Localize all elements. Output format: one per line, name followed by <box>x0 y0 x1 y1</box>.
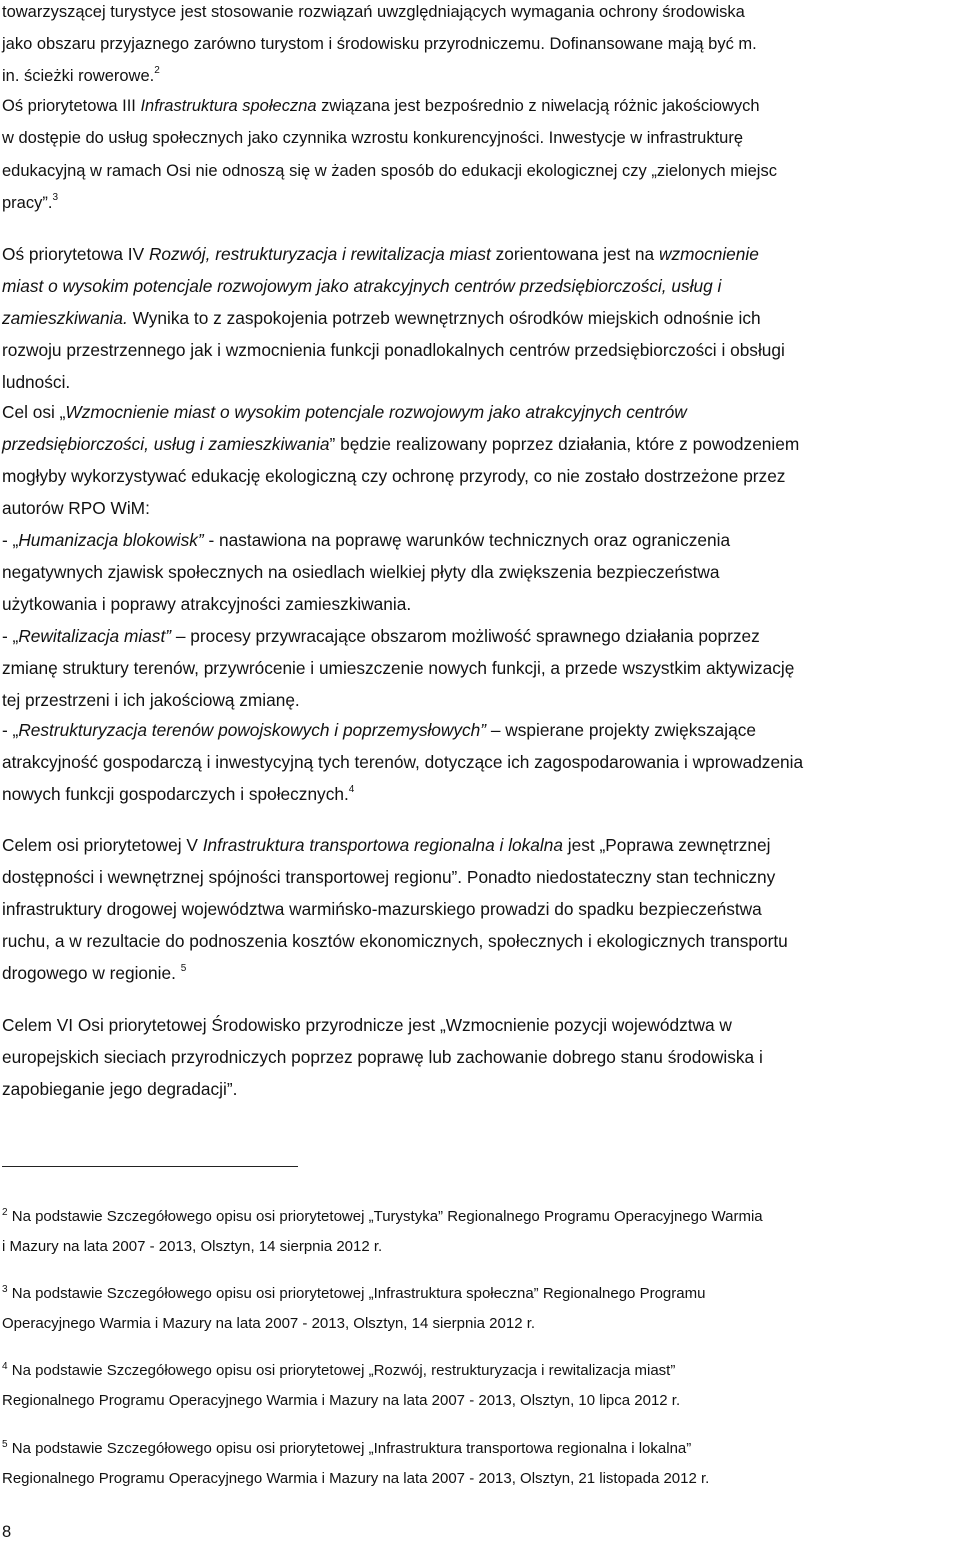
footnote-ref-3[interactable]: 3 <box>52 192 58 203</box>
paragraph-2-line-2: w dostępie do usług społecznych jako czynnika wzrostu konkurencyjności. Inwestycje w infrastrukturę <box>2 129 744 147</box>
paragraph-5-line-3: infrastruktury drogowej województwa warmińsko-mazurskiego prowadzi do spadku bezpieczeństwa <box>2 899 762 919</box>
paragraph-6-line-2: europejskich sieciach przyrodniczych poprzez poprawę lub zachowanie dobrego stanu środowiska i <box>2 1047 763 1067</box>
italic-text: miast o wysokim potencjale rozwojowym jako atrakcyjnych centrów przedsiębiorczości, usług i <box>2 276 722 296</box>
text: pracy”. <box>2 194 53 212</box>
text: Na podstawie Szczegółowego opisu osi priorytetowej „Turystyka” Regionalnego Programu Operacyjnego Warmia <box>7 1208 763 1225</box>
paragraph-4-line-4: autorów RPO WiM: <box>2 498 150 518</box>
text: - „ <box>2 530 19 550</box>
bullet-1-line-2: negatywnych zjawisk społecznych na osiedlach wielkiej płyty dla zwiększenia bezpieczeństwa <box>2 562 720 582</box>
text: nowych funkcji gospodarczych i społecznych. <box>2 784 349 804</box>
text: - nastawiona na poprawę warunków technicznych oraz ograniczenia <box>203 530 731 550</box>
bullet-2-line-3: tej przestrzeni i ich jakościową zmianę. <box>2 690 300 710</box>
paragraph-3-line-1 <box>2 244 759 264</box>
paragraph-1-line-2: jako obszaru przyjaznego zarówno turystom i środowisku przyrodniczemu. Dofinansowane mają być m. <box>2 35 757 53</box>
italic-term: Infrastruktura społeczna <box>140 97 317 115</box>
paragraph-2-line-4 <box>2 193 58 216</box>
bullet-3-line-2: atrakcyjność gospodarczą i inwestycyjną tych terenów, dotyczące ich zagospodarowania i wprowadzenia <box>2 752 804 772</box>
italic-term: Restrukturyzacja terenów powojskowych i poprzemysłowych” <box>18 720 487 740</box>
bullet-1-line-1 <box>2 530 730 550</box>
italic-text: przedsiębiorczości, usług i zamieszkiwania <box>2 434 330 454</box>
text: - „ <box>2 720 19 740</box>
paragraph-5-line-2: dostępności i wewnętrznej spójności transportowej regionu”. Ponadto niedostateczny stan techniczny <box>2 867 776 887</box>
paragraph-6-line-3: zapobieganie jego degradacji”. <box>2 1079 238 1099</box>
text: drogowego w regionie. <box>2 963 181 983</box>
bullet-2-line-2: zmianę struktury terenów, przywrócenie i umieszczenie nowych funkcji, a przede wszystkim aktywizację <box>2 658 795 678</box>
bullet-2-line-1 <box>2 626 760 646</box>
text: in. ścieżki rowerowe. <box>2 67 155 85</box>
paragraph-3-line-5: ludności. <box>2 372 71 392</box>
text: Na podstawie Szczegółowego opisu osi priorytetowej „Rozwój, restrukturyzacja i rewitalizacja miast” <box>7 1362 676 1379</box>
paragraph-4-line-1 <box>2 402 687 422</box>
footnote-number: 2 <box>2 1207 8 1218</box>
footnote-3-line-2: Operacyjnego Warmia i Mazury na lata 2007 - 2013, Olsztyn, 14 sierpnia 2012 r. <box>2 1315 536 1332</box>
italic-term: Infrastruktura transportowa regionalna i lokalna <box>202 835 563 855</box>
footnote-ref-2[interactable]: 2 <box>154 65 160 76</box>
text: Na podstawie Szczegółowego opisu osi priorytetowej „Infrastruktura społeczna” Regionalnego Programu <box>7 1285 706 1302</box>
text: Wynika to z zaspokojenia potrzeb wewnętrznych ośrodków miejskich odnośnie ich <box>127 308 761 328</box>
footnote-2-line-1 <box>2 1207 763 1229</box>
footnote-number: 3 <box>2 1284 8 1295</box>
italic-term: Rewitalizacja miast” <box>18 626 172 646</box>
bullet-3-line-3 <box>2 784 354 808</box>
footnote-2-line-2: i Mazury na lata 2007 - 2013, Olsztyn, 14 sierpnia 2012 r. <box>2 1238 383 1255</box>
text: Celem osi priorytetowej V <box>2 835 203 855</box>
text: Oś priorytetowa IV <box>2 244 149 264</box>
paragraph-4-line-3: mogłyby wykorzystywać edukację ekologiczną czy ochronę przyrody, co nie zostało dostrzeżone przez <box>2 466 786 486</box>
paragraph-2-line-3: edukacyjną w ramach Osi nie odnoszą się w żaden sposób do edukacji ekologicznej czy „zielonych miejsc <box>2 162 777 180</box>
paragraph-3-line-2 <box>2 276 721 296</box>
italic-term: Humanizacja blokowisk” <box>18 530 204 550</box>
paragraph-1-line-1: towarzyszącej turystyce jest stosowanie rozwiązań uwzględniających wymagania ochrony środowiska <box>2 3 745 21</box>
text: ” będzie realizowany poprzez działania, które z powodzeniem <box>329 434 800 454</box>
paragraph-3-line-3 <box>2 308 761 328</box>
paragraph-5-line-4: ruchu, a w rezultacie do podnoszenia kosztów ekonomicznych, społecznych i ekologicznych transportu <box>2 931 788 951</box>
italic-text: Wzmocnienie miast o wysokim potencjale rozwojowym jako atrakcyjnych centrów <box>65 402 687 422</box>
text: Cel osi „ <box>2 402 66 422</box>
text: – wspierane projekty zwiększające <box>486 720 756 740</box>
paragraph-2-line-1 <box>2 96 760 116</box>
text: Oś priorytetowa III <box>2 97 141 115</box>
bullet-3-line-1 <box>2 720 756 740</box>
footnote-4-line-1 <box>2 1361 675 1383</box>
footnote-number: 4 <box>2 1361 8 1372</box>
text: Na podstawie Szczegółowego opisu osi priorytetowej „Infrastruktura transportowa regionalna i lokalna” <box>7 1440 692 1457</box>
footnote-5-line-1 <box>2 1439 691 1461</box>
footnote-5-line-2: Regionalnego Programu Operacyjnego Warmia i Mazury na lata 2007 - 2013, Olsztyn, 21 listopada 2012 r. <box>2 1470 710 1487</box>
footnote-ref-5[interactable]: 5 <box>180 963 187 974</box>
text: związana jest bezpośrednio z niwelacją różnic jakościowych <box>316 97 760 115</box>
paragraph-5-line-5 <box>2 963 186 987</box>
footnote-3-line-1 <box>2 1284 705 1306</box>
italic-term: wzmocnienie <box>658 244 759 264</box>
paragraph-5-line-1 <box>2 835 770 855</box>
paragraph-6-line-1: Celem VI Osi priorytetowej Środowisko przyrodnicze jest „Wzmocnienie pozycji województwa w <box>2 1015 732 1035</box>
page-number: 8 <box>2 1523 12 1541</box>
text: jest „Poprawa zewnętrznej <box>562 835 771 855</box>
italic-text: zamieszkiwania. <box>2 308 128 328</box>
text: zorientowana jest na <box>490 244 659 264</box>
footnote-4-line-2: Regionalnego Programu Operacyjnego Warmia i Mazury na lata 2007 - 2013, Olsztyn, 10 lipca 2012 r. <box>2 1392 681 1409</box>
paragraph-1-line-3 <box>2 66 160 89</box>
paragraph-3-line-4: rozwoju przestrzennego jak i wzmocnienia funkcji ponadlokalnych centrów przedsiębiorczości i obsługi <box>2 340 785 360</box>
footnote-separator <box>2 1166 298 1167</box>
paragraph-4-line-2 <box>2 434 799 454</box>
text: - „ <box>2 626 19 646</box>
footnote-ref-4[interactable]: 4 <box>348 784 355 795</box>
bullet-1-line-3: użytkowania i poprawy atrakcyjności zamieszkiwania. <box>2 594 412 614</box>
footnote-number: 5 <box>2 1439 8 1450</box>
text: – procesy przywracające obszarom możliwość sprawnego działania poprzez <box>171 626 760 646</box>
italic-term: Rozwój, restrukturyzacja i rewitalizacja miast <box>148 244 491 264</box>
